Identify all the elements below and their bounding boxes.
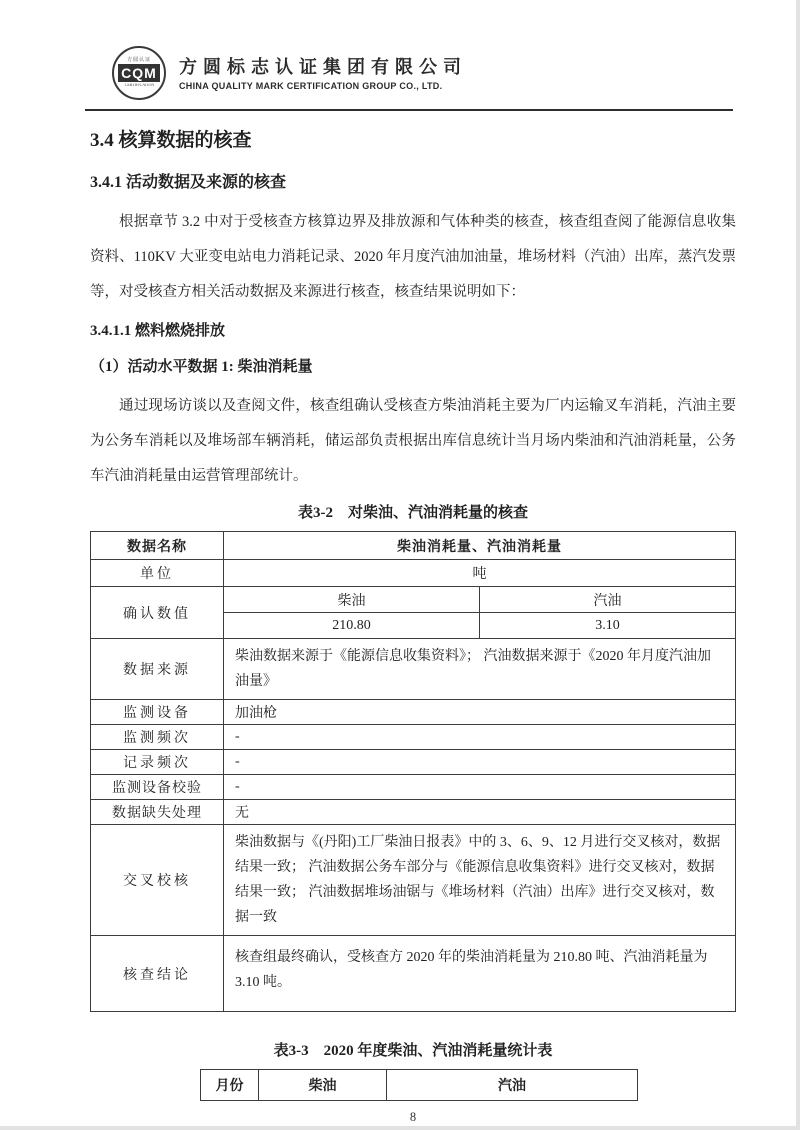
company-name-en: CHINA QUALITY MARK CERTIFICATION GROUP CO., LTD.: [179, 80, 443, 91]
logo-arc-top-text: 方圆认证: [127, 57, 151, 63]
row-missing-data-value: 无: [224, 800, 736, 825]
table-row: [91, 936, 736, 1012]
row-cross-check-value: 柴油数据与《(丹阳)工厂柴油日报表》中的 3、6、9、12 月进行交叉核对，数据结果一致； 汽油数据公务车部分与《能源信息收集资料》进行交叉核对，数据结果一致； 汽油数据堆场油锯与《堆场材料（汽油）出库》进行交叉核对，数据一致: [224, 825, 736, 936]
row-confirmed-label: 确认数值: [91, 587, 224, 639]
row-device-calibration-label: 监测设备校验: [91, 775, 224, 800]
table-3-2-caption: 表3-2 对柴油、汽油消耗量的核查: [298, 505, 528, 521]
confirmed-diesel-header: 柴油: [224, 587, 480, 613]
row-monitor-device-label: 监测设备: [91, 700, 224, 725]
column-header-diesel: 柴油: [259, 1070, 387, 1101]
table-row: [91, 725, 736, 750]
table-row: [91, 532, 736, 560]
table-3-3: [200, 1069, 638, 1101]
logo-arc-bottom-text: CERTIFICATION: [124, 83, 154, 88]
row-device-calibration-value: -: [224, 775, 736, 800]
cqm-logo-seal-icon: [112, 46, 166, 100]
document-content: [90, 125, 736, 1125]
table-row: [91, 825, 736, 936]
confirmed-gasoline-value: 3.10: [480, 613, 736, 639]
table-3-3-caption: 表3-3 2020 年度柴油、汽油消耗量统计表: [273, 1043, 553, 1059]
row-conclusion-value: 核查组最终确认，受核查方 2020 年的柴油消耗量为 210.80 吨、汽油消耗量为 3.10 吨。: [224, 936, 736, 1012]
row-monitor-freq-label: 监测频次: [91, 725, 224, 750]
row-conclusion-label: 核查结论: [91, 936, 224, 1012]
row-data-source-label: 数据来源: [91, 639, 224, 700]
table-row: [91, 800, 736, 825]
table-row: [91, 560, 736, 587]
page-header: [85, 0, 733, 111]
paragraph-verification-scope: 根据章节 3.2 中对于受核查方核算边界及排放源和气体种类的核查，核查组查阅了能源信息收集资料、110KV 大亚变电站电力消耗记录、2020 年月度汽油加油量，堆场材料（汽油）出库，蒸汽发票等，对受核查方相关活动数据及来源进行核查，核查结果说明如下：: [90, 214, 736, 300]
confirmed-gasoline-header: 汽油: [480, 587, 736, 613]
column-header-gasoline: 汽油: [387, 1070, 638, 1101]
section-heading-3-4: 3.4 核算数据的核查: [90, 130, 252, 151]
row-record-freq-label: 记录频次: [91, 750, 224, 775]
confirmed-diesel-value: 210.80: [224, 613, 480, 639]
row-data-source-value: 柴油数据来源于《能源信息收集资料》； 汽油数据来源于《2020 年月度汽油加油量》: [224, 639, 736, 700]
cqm-logo-text: CQM: [118, 64, 160, 82]
company-name-zh: 方圆标志认证集团有限公司: [179, 56, 467, 77]
table-3-2: [90, 531, 736, 1012]
row-monitor-freq-value: -: [224, 725, 736, 750]
table-row: [91, 639, 736, 700]
activity-data-heading: （1）活动水平数据 1: 柴油消耗量: [90, 359, 313, 375]
company-name-block: [179, 56, 467, 91]
table-row: [91, 700, 736, 725]
row-cross-check-label: 交叉校核: [91, 825, 224, 936]
row-monitor-device-value: 加油枪: [224, 700, 736, 725]
row-record-freq-value: -: [224, 750, 736, 775]
row-unit-label: 单位: [91, 560, 224, 587]
section-heading-3-4-1: 3.4.1 活动数据及来源的核查: [90, 174, 287, 191]
table-row: [91, 775, 736, 800]
row-data-name-label: 数据名称: [91, 532, 224, 560]
table-header-row: [201, 1070, 638, 1101]
paragraph-diesel-gasoline: 通过现场访谈以及查阅文件，核查组确认受核查方柴油消耗主要为厂内运输叉车消耗，汽油主要为公务车消耗以及堆场部车辆消耗，储运部负责根据出库信息统计当月场内柴油和汽油消耗量，公务车汽油消耗量由运营管理部统计。: [90, 398, 736, 484]
row-unit-value: 吨: [224, 560, 736, 587]
row-data-name-value: 柴油消耗量、汽油消耗量: [224, 532, 736, 560]
table-row: [91, 587, 736, 613]
column-header-month: 月份: [201, 1070, 259, 1101]
table-row: [91, 750, 736, 775]
section-heading-3-4-1-1: 3.4.1.1 燃料燃烧排放: [90, 323, 226, 339]
row-missing-data-label: 数据缺失处理: [91, 800, 224, 825]
page-number: 8: [409, 1110, 417, 1124]
